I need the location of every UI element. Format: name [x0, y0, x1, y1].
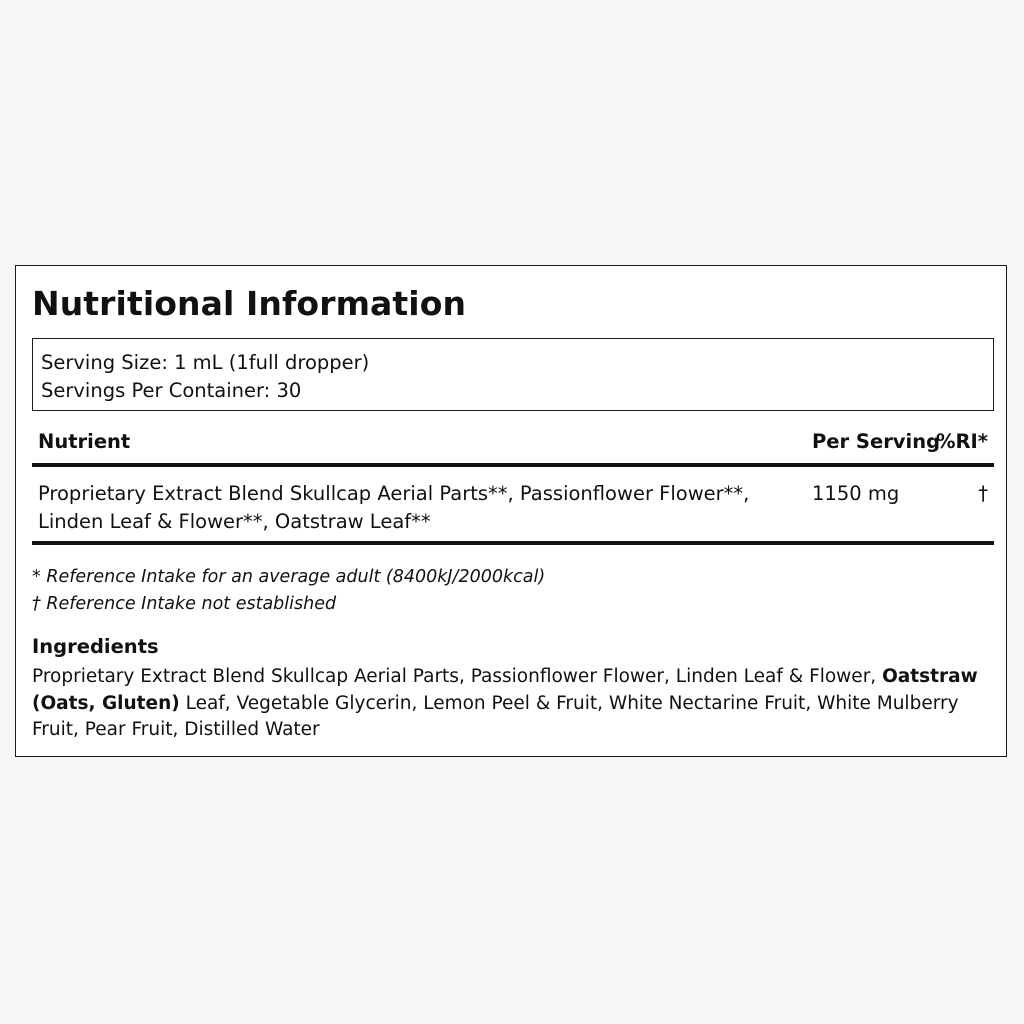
serving-size: Serving Size: 1 mL (1full dropper) — [41, 351, 370, 374]
panel-title: Nutritional Information — [32, 284, 467, 323]
footnote-not-established: † Reference Intake not established — [32, 594, 337, 614]
nutrient-amount: 1150 mg — [812, 482, 900, 505]
nutrient-name: Proprietary Extract Blend Skullcap Aerial Parts**, Passionflower Flower**, Linden Leaf & Flower**, Oatstraw Leaf** — [38, 482, 750, 533]
servings-per-container: Servings Per Container: 30 — [41, 379, 302, 402]
serving-info-box — [32, 338, 994, 411]
ingredients-heading: Ingredients — [32, 635, 159, 658]
allergen-oatstraw: Oatstraw (Oats, Gluten) — [32, 666, 978, 714]
nutrition-panel — [15, 265, 1007, 757]
ingredients-list — [32, 664, 996, 744]
header-ri: %RI* — [935, 430, 988, 453]
header-per-serving: Per Serving — [812, 430, 941, 453]
ingredients-part-1: Proprietary Extract Blend Skullcap Aerial Parts, Passionflower Flower, Linden Leaf & Flower, — [32, 666, 883, 687]
footnotes — [32, 564, 545, 618]
table-divider-bottom — [32, 541, 994, 545]
footnote-ri: * Reference Intake for an average adult (8400kJ/2000kcal) — [32, 567, 546, 587]
nutrient-ri: † — [978, 482, 988, 505]
table-divider-top — [32, 463, 994, 467]
header-nutrient: Nutrient — [38, 430, 131, 453]
ingredients-part-2: Leaf, Vegetable Glycerin, Lemon Peel & Fruit, White Nectarine Fruit, White Mulberry Fruit, Pear Fruit, Distilled Water — [32, 692, 959, 740]
